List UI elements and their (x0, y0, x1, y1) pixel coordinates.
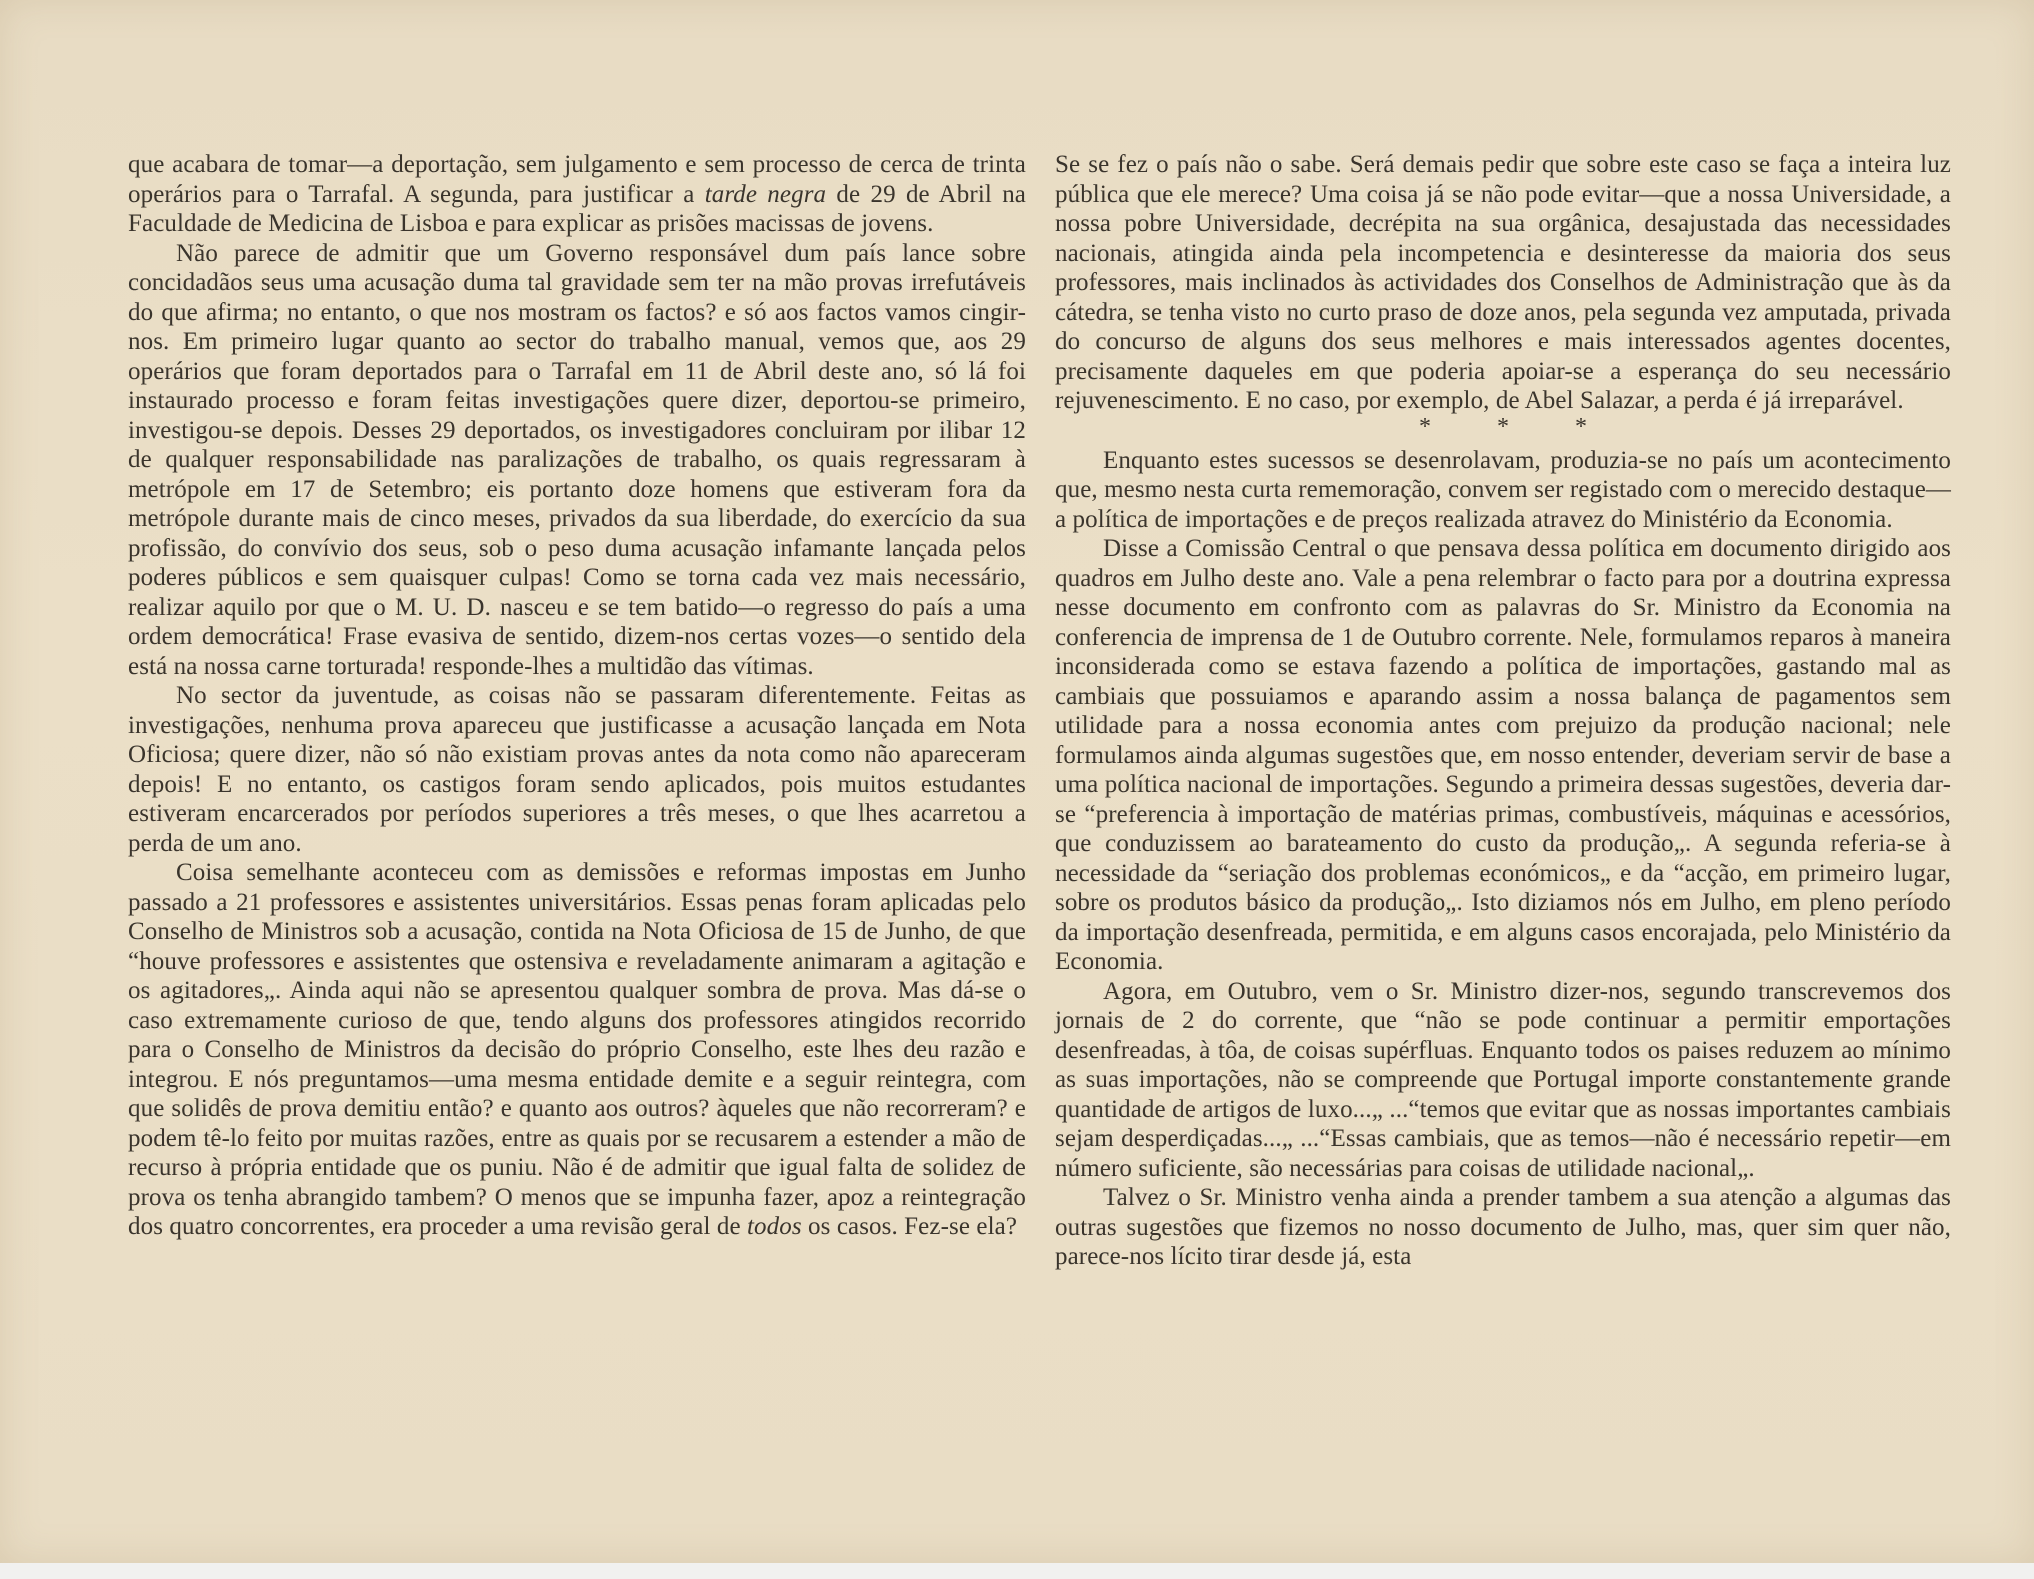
right-column (1055, 150, 1951, 1272)
paragraph-3: No sector da juventude, as coisas não se passaram diferentemente. Feitas as investigações, nenhuma prova apareceu que justificasse a acusação lançada em Nota Oficiosa; quere dizer, não só não existiam provas antes da nota como não apareceram depois! E no entanto, os castigos foram sendo aplicados, pois muitos estudantes estiveram encarcerados por períodos superiores a três meses, o que lhes acarretou a perda de um ano. (128, 682, 1026, 857)
paragraph-9: Talvez o Sr. Ministro venha ainda a prender tambem a sua atenção a algumas das outras sugestões que fizemos no nosso documento de Julho, mas, quer sim quer não, parece-nos lícito tirar desde já, esta (1055, 1184, 1951, 1270)
emphasis-text: todos (747, 1213, 802, 1240)
paragraph-8: Agora, em Outubro, vem o Sr. Ministro dizer-nos, segundo transcrevemos dos jornais de 2 do corrente, que “não se pode continuar a permitir emportações desenfreadas, à tôa, de coisas supérfluas. Enquanto todos os paises reduzem ao mínimo as suas importações, não se compreende que Portugal importe constantemente grande quantidade de artigos de luxo...„ ...“temos que evitar que as nossas importantes cambiais sejam desperdiçadas...„ ...“Essas cambiais, que as temos—não é necessário repetir—em número suficiente, são necessárias para coisas de utilidade nacional„. (1055, 977, 1951, 1182)
left-column (128, 150, 1026, 1242)
paragraph-text: Coisa semelhante aconteceu com as demissões e reformas impostas em Junho passado a 21 professores e assistentes universitários. Essas penas foram aplicadas pelo Conselho de Ministros sob a acusação, contida na Nota Oficiosa de 15 de Junho, de que “houve professores e assistentes que ostensiva e reveladamente animaram a agitação e os agitadores„. Ainda aqui não se apresentou qualquer sombra de prova. Mas dá-se o caso extremamente curioso de que, tendo alguns dos professores atingidos recorrido para o Conselho de Ministros da decisão do próprio Conselho, este lhes deu razão e integrou. E nós preguntamos—uma mesma entidade demite e a seguir reintegra, com que solidês de prova demitiu então? e quanto aos outros? àqueles que não recorreram? e podem tê-lo feito por muitas razões, entre as quais por se recusarem a estender a mão de recurso à própria entidade que os puniu. Não é de admitir que igual falta de solidez de prova os tenha abrangido tambem? O menos que se impunha fazer, apoz a reintegração dos quatro concorrentes, era proceder a uma revisão geral de (128, 859, 1026, 1240)
paragraph-6: Enquanto estes sucessos se desenrolavam, produzia-se no país um acontecimento que, mesmo nesta curta rememoração, convem ser registado com o merecido destaque—a política de importações e de preços realizada atravez do Ministério da Economia. (1055, 446, 1951, 533)
paragraph-text: que acabara de tomar—a deportação, sem julgamento e sem processo de cerca de trinta operários para o Tarrafal. A segunda, para justificar a (128, 151, 1026, 208)
paragraph-text: os casos. Fez-se ela? (801, 1213, 1018, 1240)
paragraph-text: de 29 de Abril na Faculdade de Medicina de Lisboa e para explicar as prisões macissas de jovens. (128, 180, 1026, 237)
paragraph-1 (128, 150, 1026, 239)
paragraph-4 (128, 858, 1026, 1242)
paragraph-5: Se se fez o país não o sabe. Será demais pedir que sobre este caso se faça a inteira luz pública que ele merece? Uma coisa já se não pode evitar—que a nossa Universidade, a nossa pobre Universidade, decrépita na sua orgânica, desajustada das necessidades nacionais, atingida ainda pela incompetencia e desinteresse da maioria dos seus professores, mais inclinados às actividades dos Conselhos de Administração que às da cátedra, se tenha visto no curto praso de doze anos, pela segunda vez amputada, privada do concurso de alguns dos seus melhores e mais interessados agentes docentes, precisamente daqueles em que poderia apoiar-se a esperança do seu necessário rejuvenescimento. E no caso, por exemplo, de Abel Salazar, a perda é já irreparável. (1055, 151, 1951, 414)
paragraph-2: Não parece de admitir que um Governo responsável dum país lance sobre concidadãos seus uma acusação duma tal gravidade sem ter na mão provas irrefutáveis do que afirma; no entanto, o que nos mostram os factos? e só aos factos vamos cingir-nos. Em primeiro lugar quanto ao sector do trabalho manual, vemos que, aos 29 operários que foram deportados para o Tarrafal em 11 de Abril deste ano, só lá foi instaurado processo e foram feitas investigações quere dizer, deportou-se primeiro, investigou-se depois. Desses 29 deportados, os investigadores concluiram por ilibar 12 de qualquer responsabilidade nas paralizações de trabalho, os quais regressaram à metrópole em 17 de Setembro; eis portanto doze homens que estiveram fora da metrópole durante mais de cinco meses, privados da sua liberdade, do exercício da sua profissão, do convívio dos seus, sob o peso duma acusação infamante lançada pelos poderes públicos e sem quaisquer culpas! Como se torna cada vez mais necessário, realizar aquilo por que o M. U. D. nasceu e se tem batido—o regresso do país a uma ordem democrática! Frase evasiva de sentido, dizem-nos certas vozes—o sentido dela está na nossa carne torturada! responde-lhes a multidão das vítimas. (128, 239, 1026, 680)
paragraph-7: Disse a Comissão Central o que pensava dessa política em documento dirigido aos quadros em Julho deste ano. Vale a pena relembrar o facto para por a doutrina expressa nesse documento em confronto com as palavras do Sr. Ministro da Economia na conferencia de imprensa de 1 de Outubro corrente. Nele, formulamos reparos à maneira inconsiderada como se estava fazendo a política de importações, gastando mal as cambiais que possuiamos e aparando assim a nossa balança de pagamentos sem utilidade para a nossa economia antes com prejuizo da produção nacional; nele formulamos ainda algumas sugestões que, em nosso entender, deveriam servir de base a uma política nacional de importações. Segundo a primeira dessas sugestões, deveria dar-se “preferencia à importação de matérias primas, combustíveis, máquinas e acessórios, que conduzissem ao barateamento do custo da produção„. A segunda referia-se à necessidade da “seriação dos problemas económicos„ e da “acção, em primeiro lugar, sobre os produtos básico da produção„. Isto diziamos nós em Julho, em pleno período da importação desenfreada, permitida, e em alguns casos encorajada, pelo Ministério da Economia. (1055, 535, 1951, 975)
section-separator: * * * (1419, 413, 1617, 440)
emphasis-text: tarde negra (704, 180, 827, 208)
